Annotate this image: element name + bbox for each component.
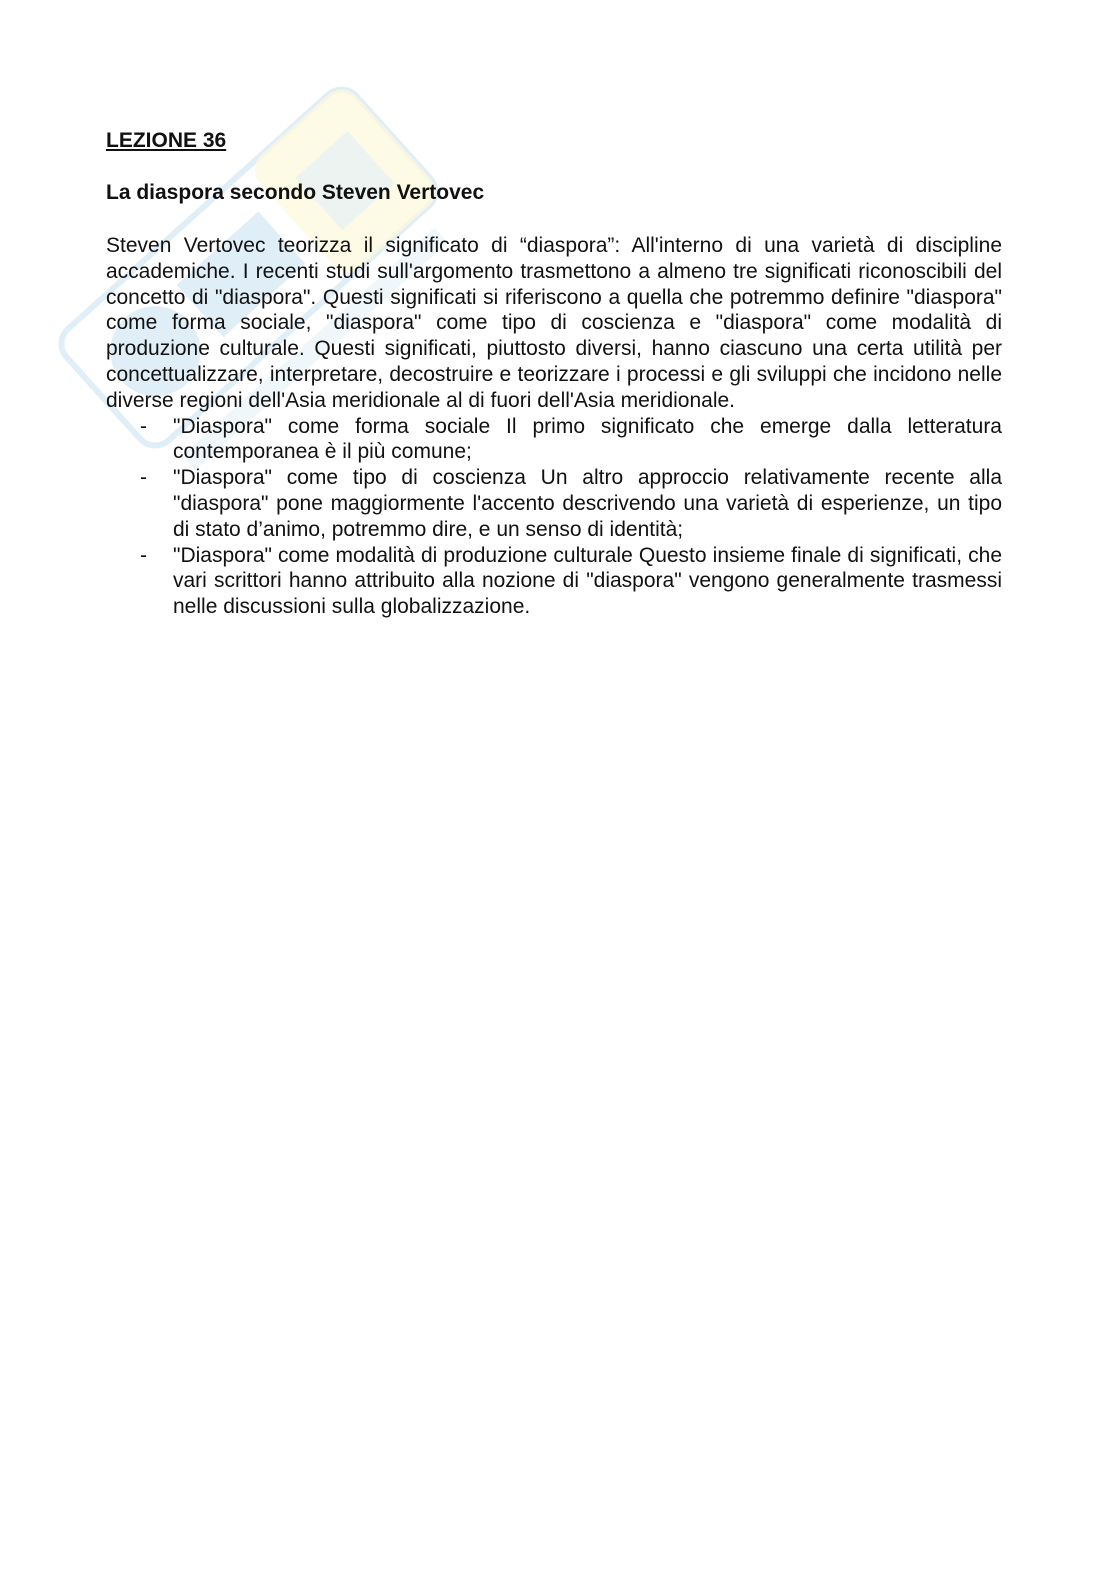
section-title: La diaspora secondo Steven Vertovec bbox=[106, 181, 485, 204]
list-item bbox=[106, 414, 1002, 466]
lesson-heading: LEZIONE 36 bbox=[106, 129, 227, 152]
intro-paragraph: Steven Vertovec teorizza il significato di “diaspora”: All'interno di una varietà di discipline accademiche. I recenti studi sull'argomento trasmettono a almeno tre significati riconoscibili del concetto di "diaspora". Questi significati si riferiscono a quella che potremmo definire "diaspora" come forma sociale, "diaspora" come tipo di coscienza e "diaspora" come modalità di produzione culturale. Questi significati, piuttosto diversi, hanno ciascuno una certa utilità per concettualizzare, interpretare, decostruire e teorizzare i processi e gli sviluppi che incidono nelle diverse regioni dell'Asia meridionale al di fuori dell'Asia meridionale. bbox=[106, 234, 1002, 412]
meanings-list bbox=[106, 414, 1002, 620]
list-item-text: "Diaspora" come forma sociale Il primo significato che emerge dalla letteratura contemporanea è il più comune; bbox=[173, 414, 1002, 464]
list-item-text: "Diaspora" come modalità di produzione culturale Questo insieme finale di significati, che vari scrittori hanno attribuito alla nozione di "diaspora" vengono generalmente trasmessi nelle discussioni sulla globalizzazione. bbox=[173, 543, 1002, 619]
document-page bbox=[106, 128, 1002, 620]
bullet-dash: - bbox=[140, 414, 147, 438]
bullet-dash: - bbox=[140, 543, 147, 567]
list-item bbox=[106, 465, 1002, 542]
list-item-text: "Diaspora" come tipo di coscienza Un altro approccio relativamente recente alla "diaspora" pone maggiormente l'accento descrivendo una varietà di esperienze, un tipo di stato d’animo, potremmo dire, e un senso di identità; bbox=[173, 466, 1002, 541]
list-item bbox=[106, 543, 1002, 620]
bullet-dash: - bbox=[140, 466, 147, 490]
